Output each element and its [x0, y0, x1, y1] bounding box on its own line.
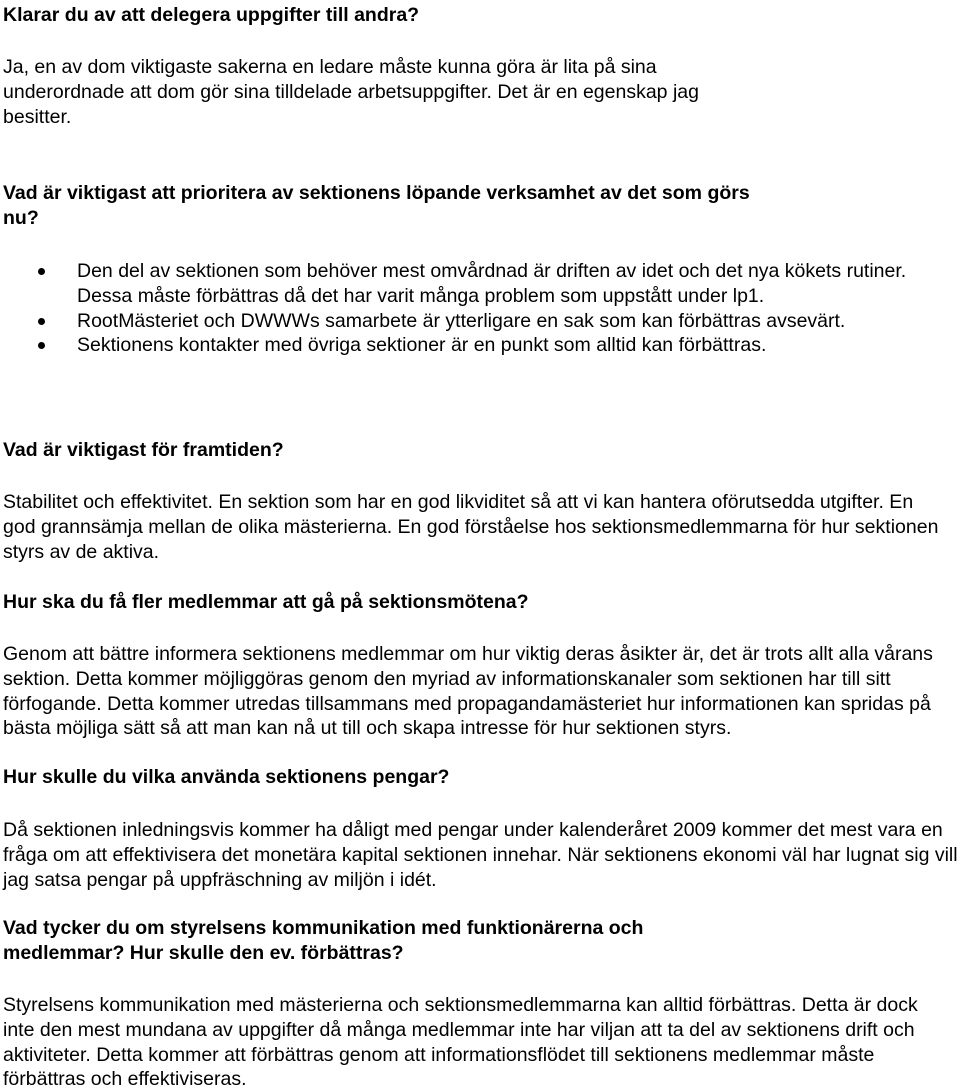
list-item-text: RootMästeriet och DWWWs samarbete är ytterligare en sak som kan förbättras avsevärt. — [77, 309, 846, 332]
question-priorities: Vad är viktigast att prioritera av sektionens löpande verksamhet av det som görs nu? — [3, 182, 750, 229]
bullet-icon — [38, 318, 45, 325]
bullet-icon — [38, 342, 45, 349]
list-item-text: Sektionens kontakter med övriga sektioner är en punkt som alltid kan förbättras. — [77, 334, 767, 357]
list-item — [0, 259, 950, 309]
list-item — [0, 309, 950, 334]
list-item-text: Den del av sektionen som behöver mest omvårdnad är driften av idet och det nya kökets rutiner. Dessa måste förbättras då det har varit många problem som uppstått under lp1. — [77, 260, 907, 307]
answer-communication: Styrelsens kommunikation med mästerierna och sektionsmedlemmarna kan alltid förbättras. Detta är dock inte den mest mundana av uppgifter då många medlemmar inte har viljan att ta del av sektionens drift och aktiviteter. Detta kommer att förbättras genom att informationsflödet till sektionens medlemmar måste förbättras och effektiviseras. — [3, 994, 918, 1091]
bullet-icon — [38, 268, 45, 275]
question-delegation: Klarar du av att delegera uppgifter till andra? — [3, 4, 420, 26]
answer-meetings: Genom att bättre informera sektionens medlemmar om hur viktig deras åsikter är, det är trots allt alla vårans sektion. Detta kommer möjliggöras genom den myriad av informationskanaler som sektionen har till sitt förfogande. Detta kommer utredas tillsammans med propagandamästeriet hur informationen kan spridas på bästa möjliga sätt så att man kan nå ut till och skapa intresse för hur sektionen styrs. — [3, 643, 933, 740]
answer-future: Stabilitet och effektivitet. En sektion som har en god likviditet så att vi kan hantera oförutsedda utgifter. En god grannsämja mellan de olika mästerierna. En god förståelse hos sektionsmedlemmarna för hur sektionen styrs av de aktiva. — [3, 491, 939, 563]
answer-delegation: Ja, en av dom viktigaste sakerna en ledare måste kunna göra är lita på sina underordnade att dom gör sina tilldelade arbetsuppgifter. Det är en egenskap jag besitter. — [3, 56, 699, 128]
answer-money: Då sektionen inledningsvis kommer ha dåligt med pengar under kalenderåret 2009 kommer det mest vara en fråga om att effektivisera det monetära kapital sektionen innehar. När sektionens ekonomi väl har lugnat sig vill jag satsa pengar på uppfräschning av miljön i idét. — [3, 819, 958, 891]
question-meetings: Hur ska du få fler medlemmar att gå på sektionsmötena? — [3, 591, 529, 613]
question-money: Hur skulle du vilka använda sektionens pengar? — [3, 766, 450, 788]
list-item — [0, 333, 950, 358]
question-communication: Vad tycker du om styrelsens kommunikation med funktionärerna och medlemmar? Hur skulle den ev. förbättras? — [3, 917, 644, 964]
question-future: Vad är viktigast för framtiden? — [3, 439, 284, 461]
priorities-list — [0, 259, 950, 358]
